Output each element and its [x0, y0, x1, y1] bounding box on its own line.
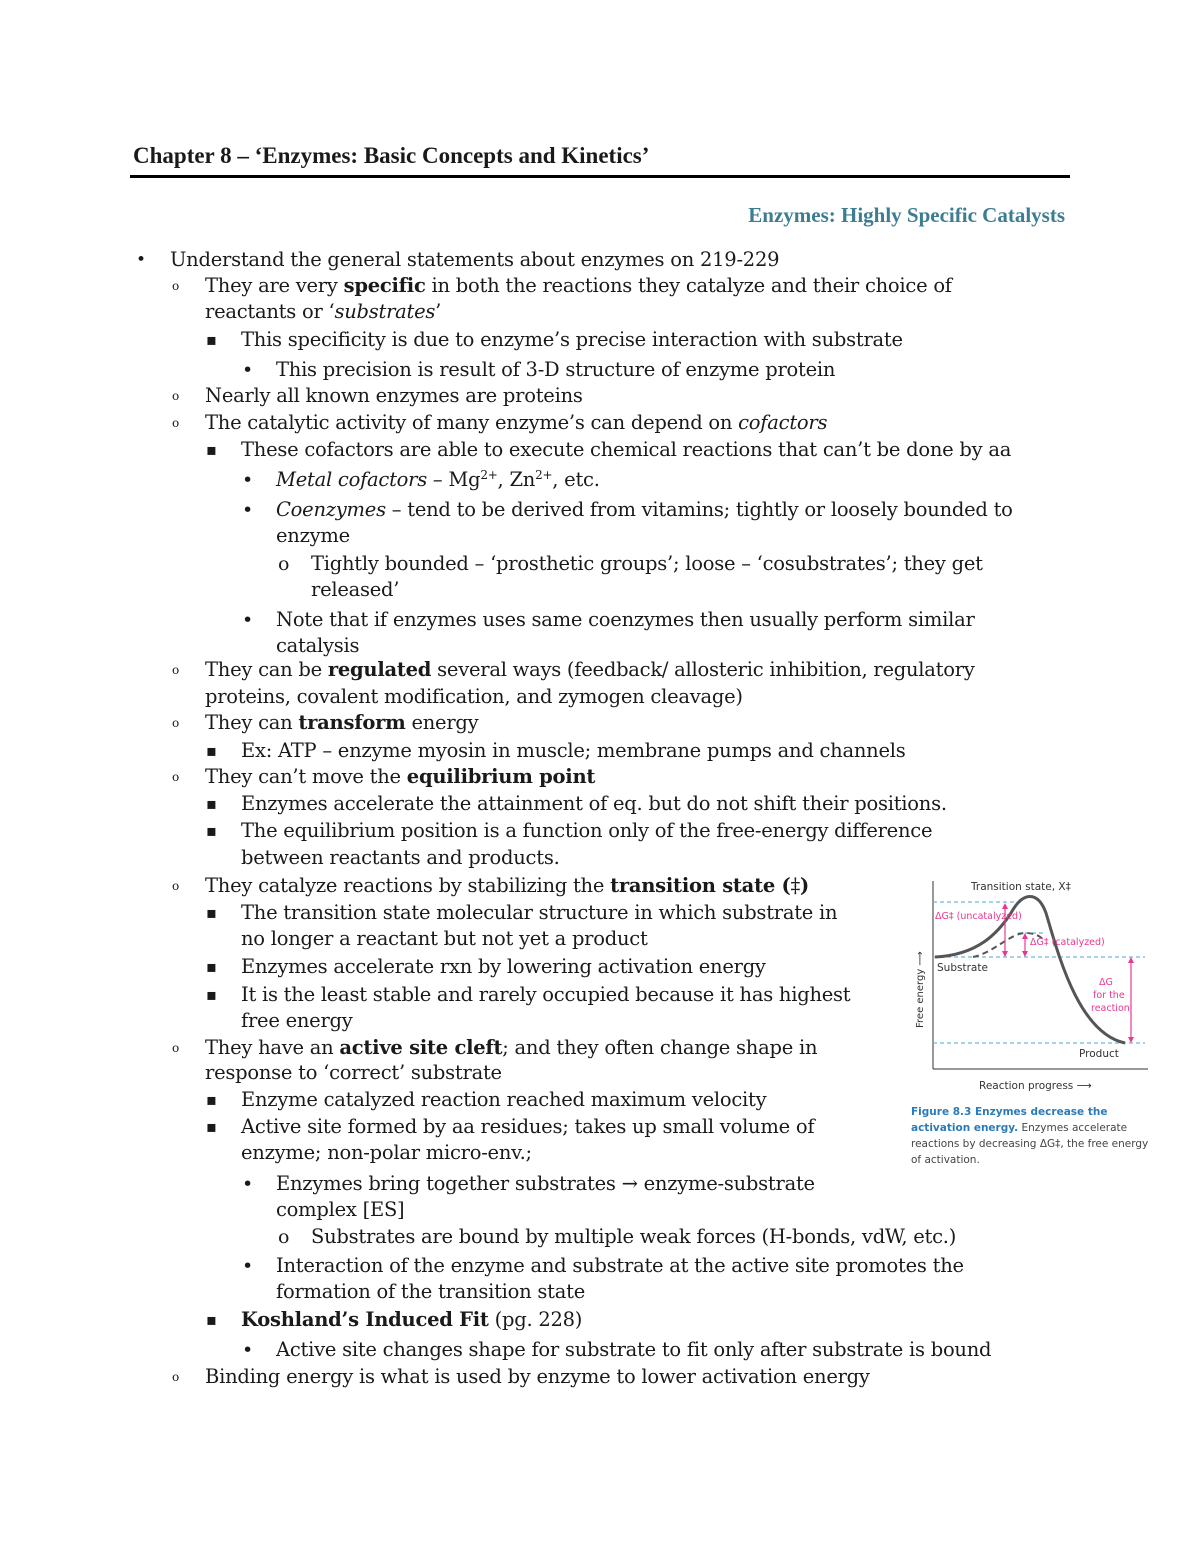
text-span: – tend to be derived from vitamins; tightly or loosely bounded to: [385, 498, 1013, 521]
outline-item-level-3: [241, 1087, 766, 1113]
text-span: They can be: [205, 658, 328, 681]
text-span: no longer a reactant but not yet a product: [241, 927, 648, 950]
text-span: ‡: [790, 874, 800, 897]
text-span: They can’t move the: [205, 765, 407, 788]
bullet-marker: ▪: [206, 1117, 217, 1136]
text-span: enzyme; non-polar micro-env.;: [241, 1141, 532, 1164]
energy-diagram: [903, 873, 1153, 1103]
outline-line-continuation: [205, 684, 743, 710]
outline-item-level-5: [311, 551, 983, 577]
text-span: Interaction of the enzyme and substrate at the active site promotes the: [276, 1254, 964, 1277]
figure-caption: [911, 1104, 1153, 1168]
bullet-marker: •: [242, 1339, 254, 1361]
text-span: This precision is result of 3-D structure of enzyme protein: [276, 358, 836, 381]
bullet-marker: •: [242, 1173, 254, 1195]
outline-item-level-3: [241, 327, 903, 353]
text-span: They catalyze reactions by stabilizing the: [205, 874, 611, 897]
bullet-marker: ▪: [206, 821, 217, 840]
outline-item-level-3: [241, 900, 837, 926]
bullet-marker: •: [242, 609, 254, 631]
outline-item-level-2: [205, 873, 809, 899]
text-span: ): [800, 874, 809, 897]
text-span: Nearly all known enzymes are proteins: [205, 384, 583, 407]
bullet-marker: •: [242, 469, 254, 491]
outline-item-level-2: [205, 764, 595, 790]
text-span: ’: [435, 300, 442, 323]
chapter-title: Chapter 8 – ‘Enzymes: Basic Concepts and Kinetics’: [133, 143, 650, 168]
outline-item-level-2: [205, 273, 952, 299]
outline-item-level-4: [276, 607, 975, 633]
text-span: reactants or ‘: [205, 300, 335, 323]
outline-item-level-3: [241, 818, 932, 844]
text-span: They have an: [205, 1036, 340, 1059]
bullet-marker: o: [172, 389, 180, 403]
outline-line-continuation: [276, 1279, 585, 1305]
outline-line-continuation: [241, 1008, 353, 1034]
dg-reaction-arrowhead-top: [1128, 957, 1134, 963]
text-span: Active site formed by aa residues; takes up small volume of: [241, 1115, 815, 1138]
text-span: active site cleft: [339, 1036, 503, 1059]
bullet-marker: ▪: [206, 903, 217, 922]
outline-item-level-2: [205, 1364, 870, 1390]
text-span: formation of the transition state: [276, 1280, 586, 1303]
outline-line-continuation: [205, 299, 441, 325]
text-span: The transition state molecular structure in which substrate in: [241, 901, 838, 924]
dg-cat-arrowhead-bottom: [1022, 951, 1028, 957]
outline-item-level-2: [205, 657, 975, 683]
outline-line-continuation: [276, 633, 359, 659]
bullet-marker: •: [242, 499, 254, 521]
text-span: Binding energy is what is used by enzyme to lower activation energy: [205, 1365, 870, 1388]
outline-line-continuation: [205, 1060, 502, 1086]
text-span: between reactants and products.: [241, 846, 560, 869]
text-span: Active site changes shape for substrate to fit only after substrate is bound: [276, 1338, 992, 1361]
bullet-marker: ▪: [206, 794, 217, 813]
outline-item-level-3: [241, 1307, 582, 1333]
text-span: – Mg: [426, 468, 481, 491]
outline-item-level-2: [205, 383, 583, 409]
text-span: catalysis: [276, 634, 360, 657]
text-span: specific: [343, 274, 426, 297]
dg-uncat-arrowhead-top: [1002, 903, 1008, 909]
outline-line-continuation: [276, 1197, 404, 1223]
dg-reaction-label-1: ΔG: [1099, 977, 1113, 988]
bullet-marker: o: [278, 553, 290, 575]
bullet-marker: ▪: [206, 1090, 217, 1109]
transition-state-label: Transition state, X‡: [971, 881, 1071, 893]
outline-line-continuation: [276, 523, 350, 549]
text-span: , Zn: [497, 468, 536, 491]
dg-reaction-label-3: reaction: [1091, 1003, 1130, 1014]
dg-reaction-arrowhead-bottom: [1128, 1037, 1134, 1043]
figure-caption-rest: Enzymes accelerate reactions by decreasing ΔG‡, the free energy of activation.: [911, 1122, 1149, 1166]
outline-item-level-5: [311, 1224, 956, 1250]
outline-item-level-2: [205, 1035, 817, 1061]
text-span: Coenzymes: [276, 498, 386, 521]
bullet-marker: o: [278, 1226, 290, 1248]
text-span: Ex: ATP – enzyme myosin in muscle; membrane pumps and channels: [241, 739, 906, 762]
dg-uncat-arrowhead-bottom: [1002, 951, 1008, 957]
bullet-marker: o: [172, 1041, 180, 1055]
outline-line-continuation: [241, 1140, 532, 1166]
dg-reaction-label-2: for the: [1093, 990, 1125, 1001]
activation-energy-figure: [903, 873, 1153, 1173]
product-label: Product: [1079, 1048, 1119, 1060]
bullet-marker: ▪: [206, 985, 217, 1004]
outline-item-level-4: [276, 1253, 964, 1279]
bullet-marker: •: [242, 1255, 254, 1277]
bullet-marker: o: [172, 770, 180, 784]
text-span: in both the reactions they catalyze and their choice of: [425, 274, 952, 297]
text-span: released’: [311, 578, 400, 601]
text-span: This specificity is due to enzyme’s precise interaction with substrate: [241, 328, 903, 351]
bullet-marker: •: [242, 359, 254, 381]
outline-item-level-4: [276, 1337, 991, 1363]
text-span: Note that if enzymes uses same coenzymes then usually perform similar: [276, 608, 975, 631]
outline-item-level-4: [276, 1171, 815, 1197]
outline-item-level-3: [241, 791, 947, 817]
x-axis-label: Reaction progress ⟶: [979, 1080, 1092, 1092]
text-span: The catalytic activity of many enzyme’s can depend on: [205, 411, 739, 434]
text-span: transition state (: [610, 874, 791, 897]
text-span: complex [ES]: [276, 1198, 405, 1221]
bullet-marker: ▪: [206, 330, 217, 349]
bullet-marker: •: [136, 250, 147, 270]
text-span: These cofactors are able to execute chemical reactions that can’t be done by aa: [241, 438, 1012, 461]
text-span: Metal cofactors: [276, 468, 427, 491]
text-span: ; and they often change shape in: [502, 1036, 818, 1059]
text-span: (pg. 228): [488, 1308, 583, 1331]
text-span: The equilibrium position is a function only of the free-energy difference: [241, 819, 933, 842]
outline-item-level-3: [241, 982, 850, 1008]
dg-uncat-label: ΔG‡ (uncatalyzed): [935, 911, 1022, 922]
outline-item-level-4: [276, 357, 835, 383]
outline-item-level-3: [241, 738, 906, 764]
text-span: cofactors: [738, 411, 828, 434]
outline-line-continuation: [241, 845, 560, 871]
bullet-marker: ▪: [206, 1310, 217, 1329]
text-span: It is the least stable and rarely occupied because it has highest: [241, 983, 851, 1006]
text-span: Enzymes accelerate the attainment of eq. but do not shift their positions.: [241, 792, 947, 815]
text-span: Understand the general statements about enzymes on 219-229: [170, 248, 780, 271]
outline-item-level-2: [205, 710, 478, 736]
bullet-marker: o: [172, 416, 180, 430]
outline-item-level-1: [170, 247, 779, 273]
outline-item-level-2: [205, 410, 827, 436]
text-span: Enzyme catalyzed reaction reached maximum velocity: [241, 1088, 767, 1111]
text-span: Substrates are bound by multiple weak forces (H-bonds, vdW, etc.): [311, 1225, 957, 1248]
text-span: Enzymes bring together substrates → enzyme-substrate: [276, 1172, 815, 1195]
bullet-marker: ▪: [206, 440, 217, 459]
outline-item-level-3: [241, 437, 1011, 463]
substrate-label: Substrate: [937, 962, 988, 974]
y-axis-label: Free energy ⟶: [915, 951, 926, 1028]
bullet-marker: o: [172, 716, 180, 730]
figure-caption-bold: Figure 8.3 Enzymes decrease the activation energy.: [911, 1106, 1108, 1134]
text-span: equilibrium point: [406, 765, 596, 788]
text-span: Koshland’s Induced Fit: [241, 1308, 489, 1331]
text-span: regulated: [327, 658, 432, 681]
bullet-marker: o: [172, 879, 180, 893]
text-span: , etc.: [552, 468, 600, 491]
text-span: They are very: [205, 274, 344, 297]
text-span: substrates: [334, 300, 436, 323]
text-span: 2+: [480, 468, 498, 482]
text-span: proteins, covalent modification, and zymogen cleavage): [205, 685, 743, 708]
bullet-marker: o: [172, 1370, 180, 1384]
outline-line-continuation: [241, 926, 648, 952]
bullet-marker: o: [172, 663, 180, 677]
outline-item-level-4: [276, 497, 1013, 523]
bullet-marker: ▪: [206, 957, 217, 976]
text-span: 2+: [535, 468, 553, 482]
outline-item-level-4: [276, 467, 600, 493]
text-span: enzyme: [276, 524, 350, 547]
text-span: Tightly bounded – ‘prosthetic groups’; loose – ‘cosubstrates’; they get: [311, 552, 983, 575]
dg-cat-label: ΔG‡ (catalyzed): [1030, 937, 1105, 948]
text-span: Enzymes accelerate rxn by lowering activation energy: [241, 955, 766, 978]
bullet-marker: ▪: [206, 741, 217, 760]
text-span: They can: [205, 711, 299, 734]
text-span: free energy: [241, 1009, 353, 1032]
outline-item-level-3: [241, 954, 766, 980]
text-span: transform: [298, 711, 406, 734]
text-span: energy: [405, 711, 479, 734]
text-span: several ways (feedback/ allosteric inhibition, regulatory: [431, 658, 975, 681]
outline-item-level-3: [241, 1114, 814, 1140]
section-subtitle: Enzymes: Highly Specific Catalysts: [748, 203, 1065, 227]
text-span: response to ‘correct’ substrate: [205, 1061, 502, 1084]
bullet-marker: o: [172, 279, 180, 293]
outline-line-continuation: [311, 577, 399, 603]
